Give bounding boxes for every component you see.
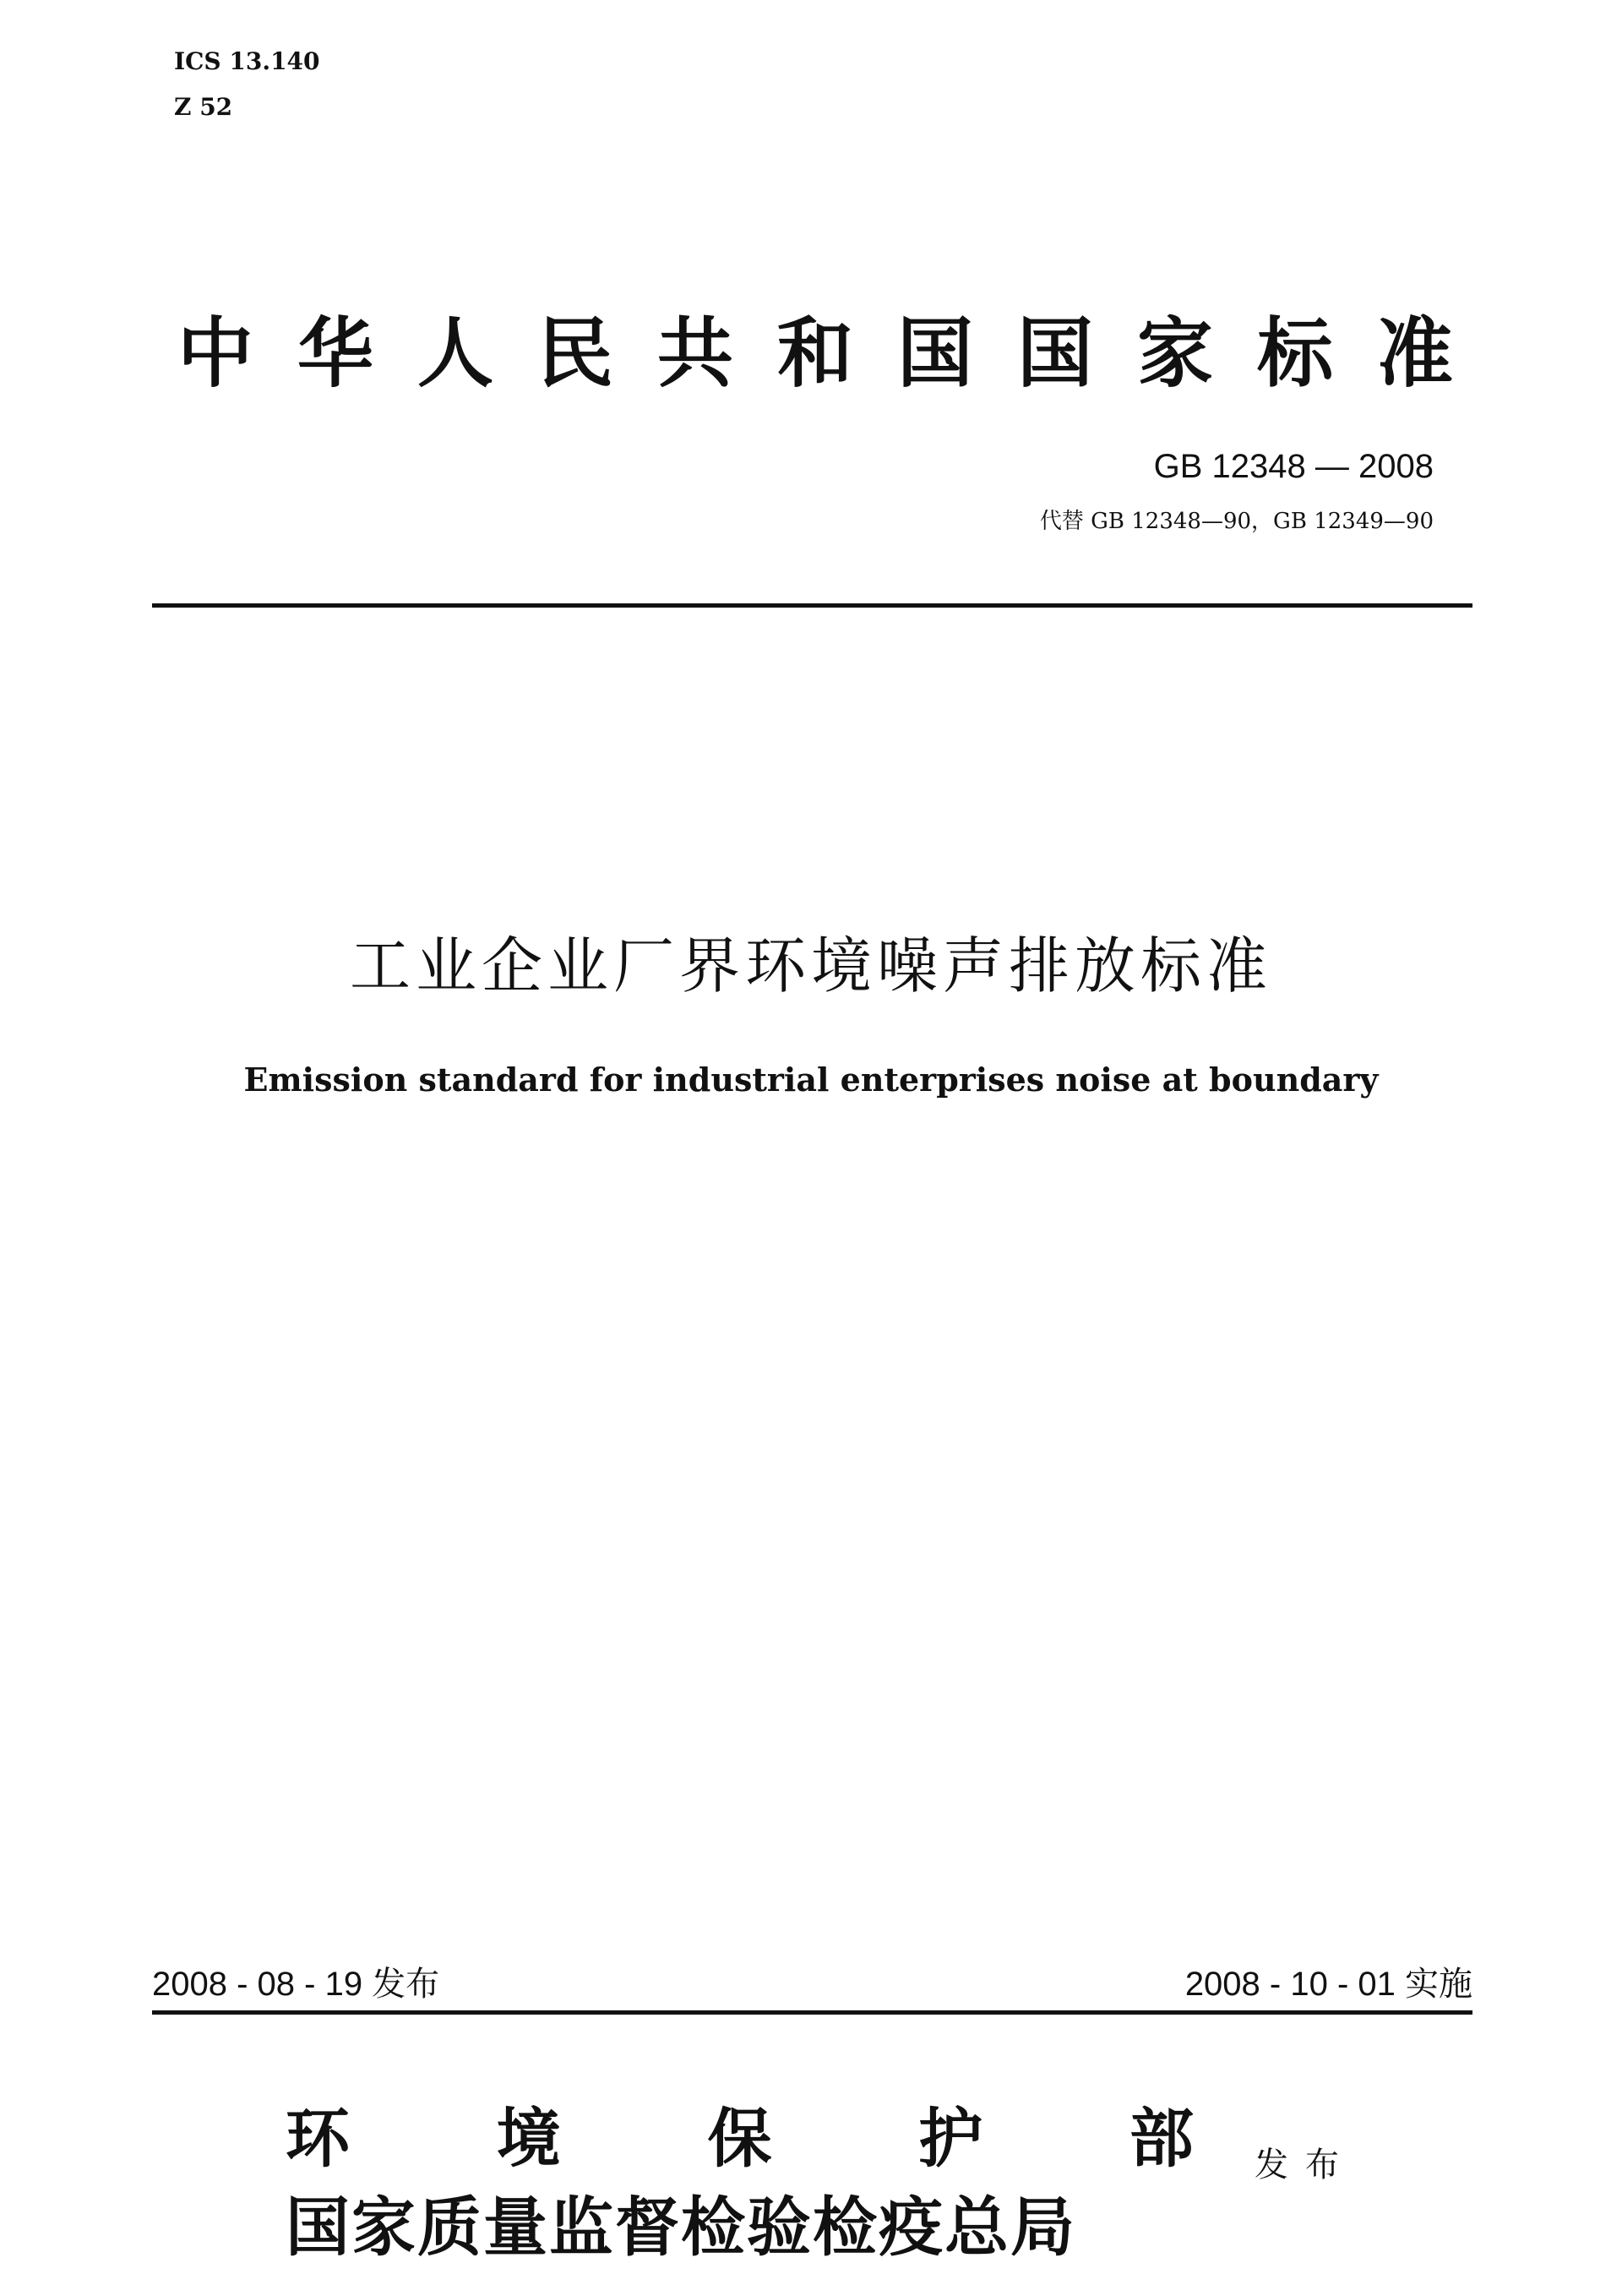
heading-char: 准 (1377, 308, 1453, 398)
ics-code: ICS 13.140 (174, 47, 320, 75)
document-title-zh: 工业企业厂界环境噪声排放标准 (349, 933, 1272, 1001)
heading-char: 国 (897, 308, 973, 398)
heading-char: 共 (657, 308, 733, 398)
replaces-note: 代替 GB 12348—90，GB 12349—90 (1039, 509, 1434, 534)
bottom-divider (152, 2010, 1472, 2015)
top-divider (152, 603, 1472, 608)
heading-char: 和 (777, 308, 853, 398)
ccs-code: Z 52 (174, 93, 233, 121)
issuer-char: 部 (1129, 2101, 1194, 2176)
heading-char: 人 (417, 308, 493, 398)
issuer-char: 境 (496, 2101, 561, 2176)
implementation-date: 2008 - 10 - 01 实施 (1184, 1966, 1472, 2003)
heading-char: 中 (177, 308, 253, 398)
issuer-char: 保 (707, 2101, 772, 2176)
heading-char: 标 (1257, 308, 1333, 398)
heading-char: 家 (1137, 308, 1213, 398)
heading-char: 国 (1017, 308, 1093, 398)
national-standard-heading (177, 292, 1453, 401)
heading-char: 华 (297, 308, 373, 398)
issuer-ministry (286, 2087, 1194, 2179)
publish-label: 发布 (1255, 2146, 1356, 2184)
issue-date: 2008 - 08 - 19 发布 (152, 1966, 440, 2003)
document-title-en: Emission standard for industrial enterprises noise at boundary (243, 1061, 1379, 1099)
issuer-aqsiq: 国家质量监督检验检疫总局 (286, 2190, 1076, 2265)
heading-char: 民 (537, 308, 613, 398)
standard-number: GB 12348 — 2008 (1153, 448, 1434, 485)
issuer-char: 环 (286, 2101, 350, 2176)
issuer-char: 护 (918, 2101, 983, 2176)
